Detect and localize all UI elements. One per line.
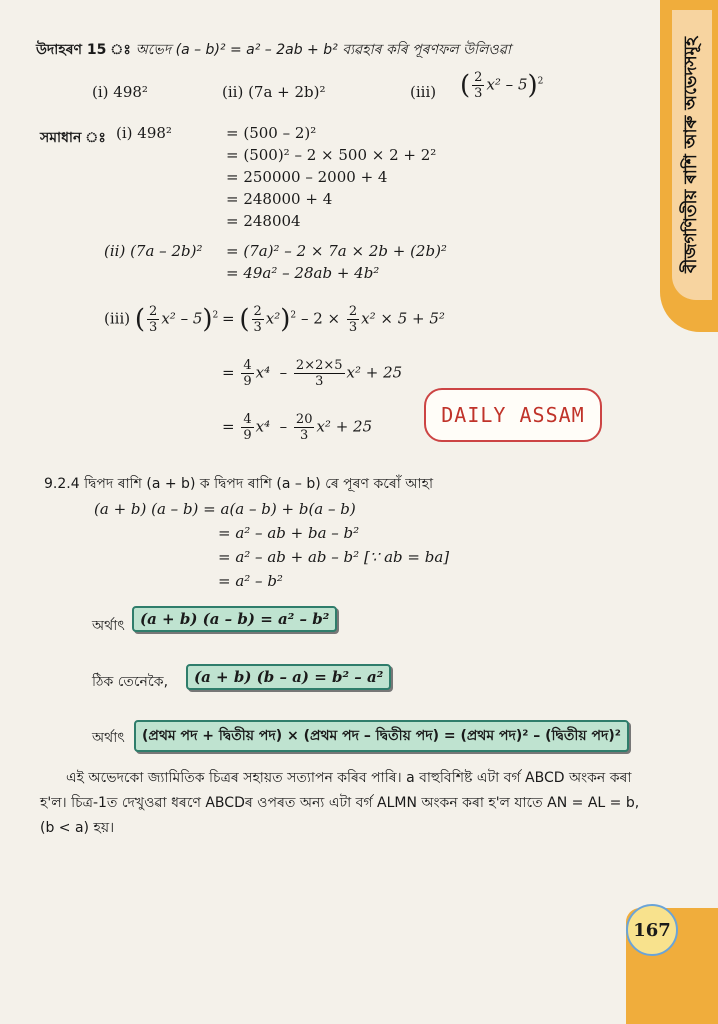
solution-part2-line: = 49a² – 28ab + 4b² <box>226 264 380 282</box>
solution-part3-line-3: = $\frac{4}{9}$ x⁴ – $\frac{20}{3}$ x² + 25 <box>222 412 373 443</box>
section-line: (a + b) (a – b) = a(a – b) + b(a – b) <box>94 500 356 518</box>
identity-box-2: (a + b) (b – a) = b² – a² <box>186 664 391 690</box>
chapter-title: বীজগণিতীয় ৰাশি আৰু অভেদসমূহ <box>681 36 701 274</box>
solution-part1-line: = 248000 + 4 <box>226 190 333 208</box>
solution-part1-line: = (500)² – 2 × 500 × 2 + 2² <box>226 146 437 164</box>
paragraph-line-3: (b < a) হয়। <box>40 820 115 836</box>
example-item-3-label: (iii) <box>410 83 437 101</box>
solution-part2-line: = (7a)² – 2 × 7a × 2b + (2b)² <box>226 242 447 260</box>
identity-box-3: (প্ৰথম পদ + দ্বিতীয় পদ) × (প্ৰথম পদ – দ্বিতীয় পদ) = (প্ৰথম পদ)² – (দ্বিতীয় পদ)² <box>134 720 629 752</box>
solution-part2-lhs: (ii) (7a – 2b)² <box>104 242 203 260</box>
solution-part3-lhs: (iii) ( $\frac{2}{3}$ x² – 5)$^2$ <box>104 304 219 335</box>
section-line: = a² – ab + ba – b² <box>218 524 360 542</box>
section-line: = a² – ab + ab – b² [∵ ab = ba] <box>218 548 450 566</box>
solution-part1-line: = 250000 – 2000 + 4 <box>226 168 388 186</box>
identity-label-2: ঠিক তেনেকৈ, <box>92 674 169 690</box>
example-heading <box>36 38 511 62</box>
example-item-2: (ii) (7a + 2b)² <box>222 83 326 101</box>
solution-part3-line-2: = $\frac{4}{9}$ x⁴ – $\frac{2\times 2\times 5}{3}$ x² + 25 <box>222 358 403 389</box>
example-item-1: (i) 498² <box>92 83 148 101</box>
chapter-side-tab <box>660 0 718 332</box>
section-heading: 9.2.4 দ্বিপদ ৰাশি (a + b) ক দ্বিপদ ৰাশি (a – b) ৰে পূৰণ কৰোঁ আহা <box>44 476 434 492</box>
solution-label: সমাধান ঃ <box>40 130 106 146</box>
example-text: অভেদ (a – b)² = a² – 2ab + b² ব্যৱহাৰ কৰি পূৰণফল উলিওৱা <box>135 42 511 58</box>
daily-assam-watermark: DAILY ASSAM <box>424 388 602 442</box>
solution-part1-line: = (500 – 2)² <box>226 124 317 142</box>
example-item-3-expr: ( $\frac{2}{3}$ x² – 5)$^2$ <box>460 70 544 101</box>
solution-part1-line: = 248004 <box>226 212 301 230</box>
section-line: = a² – b² <box>218 572 283 590</box>
solution-part3-line-1: = ( $\frac{2}{3}$ x²)$^2$ – 2 × $\frac{2}{3}$ x² × 5 + 5² <box>222 304 445 335</box>
paragraph-line-1: এই অভেদকো জ্যামিতিক চিত্ৰৰ সহায়ত সত্যাপন কৰিব পাৰি। a বাহুবিশিষ্ট এটা বৰ্গ ABCD অংকন কৰা <box>66 770 632 786</box>
identity-label-3: অৰ্থাৎ <box>92 730 125 746</box>
identity-box-1: (a + b) (a – b) = a² – b² <box>132 606 337 632</box>
example-label: উদাহৰণ 15 ঃ <box>36 42 131 58</box>
page-number: 167 <box>626 904 678 956</box>
identity-label-1: অৰ্থাৎ <box>92 618 125 634</box>
solution-part1-lhs: (i) 498² <box>116 124 172 142</box>
paragraph-line-2: হ'ল। চিত্ৰ-1ত দেখুওৱা ধৰণে ABCDৰ ওপৰত অন্য এটা বৰ্গ ALMN অংকন কৰা হ'ল যাতে AN = AL = b, <box>40 795 640 811</box>
